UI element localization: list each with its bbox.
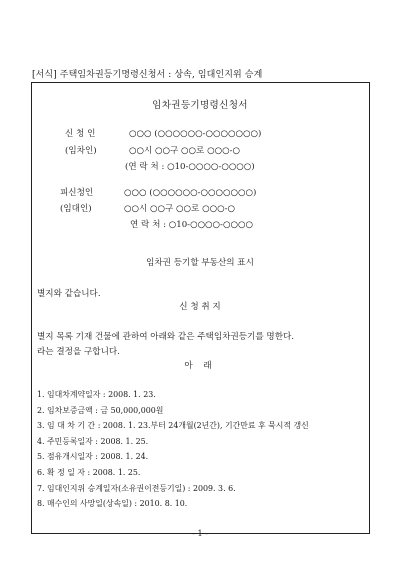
list-item: 5. 점유개시일자 : 2008. 1. 24. [37,452,149,462]
respondent-address-row [60,202,235,214]
list-item: 4. 주민등록일자 : 2008. 1. 25. [37,436,149,446]
list-item: 8. 매수인의 사망일(상속일) : 2010. 8. 10. [37,499,188,509]
page-number: - 1 - [192,529,208,538]
property-title: 임차권 등기할 부동산의 표시 [146,258,254,268]
form-title: 임차권등기명령신청서 [152,100,248,111]
purpose-title: 신 청 취 지 [179,302,221,312]
list-item: 2. 임차보증금액 : 금 50,000,000원 [37,405,164,415]
document-heading: [서식] 주택임차권등기명령신청서 : 상속, 임대인지위 승계 [32,70,263,80]
list-item: 3. 임 대 차 기 간 : 2008. 1. 23.부터 24개월(2년간), 기간만료 후 묵시적 갱신 [37,421,309,431]
below-heading: 아 래 [184,361,216,371]
applicant-address: ○○시 ○○구 ○○로 ○○○-○ [129,146,240,156]
list-item: 6. 확 정 일 자 : 2008. 1. 25. [37,467,141,477]
applicant-name-id: ○○○ (○○○○○○-○○○○○○○) [129,129,262,139]
purpose-line-2: 라는 결정을 구합니다. [37,347,120,357]
list-item: 7. 임대인지위 승계일자(소유권이전등기일) : 2009. 3. 6. [37,483,236,493]
respondent-name-row [60,186,256,198]
respondent-role-note: (임대인) [60,204,92,214]
list-item: 1. 임대차계약일자 : 2008. 1. 23. [37,390,156,399]
applicant-address-row [65,144,240,156]
applicant-role-note: (임차인) [65,146,97,156]
applicant-name-row [65,127,261,139]
attachment-note: 별지와 같습니다. [37,289,101,299]
applicant-phone: (연 락 처 : ○10-○○○○-○○○○) [125,162,255,172]
purpose-line-1: 별지 목록 기재 건물에 관하여 아래와 같은 주택임차권등기를 명한다. [37,332,295,342]
terms-list [37,387,367,512]
respondent-name-id: ○○○ (○○○○○○-○○○○○○○) [124,188,257,198]
respondent-role-label: 피신청인 [60,188,94,198]
applicant-role-label: 신 청 인 [65,129,96,139]
respondent-address: ○○시 ○○구 ○○로 ○○○-○ [124,204,235,214]
respondent-phone: 연 락 처 : ○10-○○○○-○○○○ [130,220,253,230]
